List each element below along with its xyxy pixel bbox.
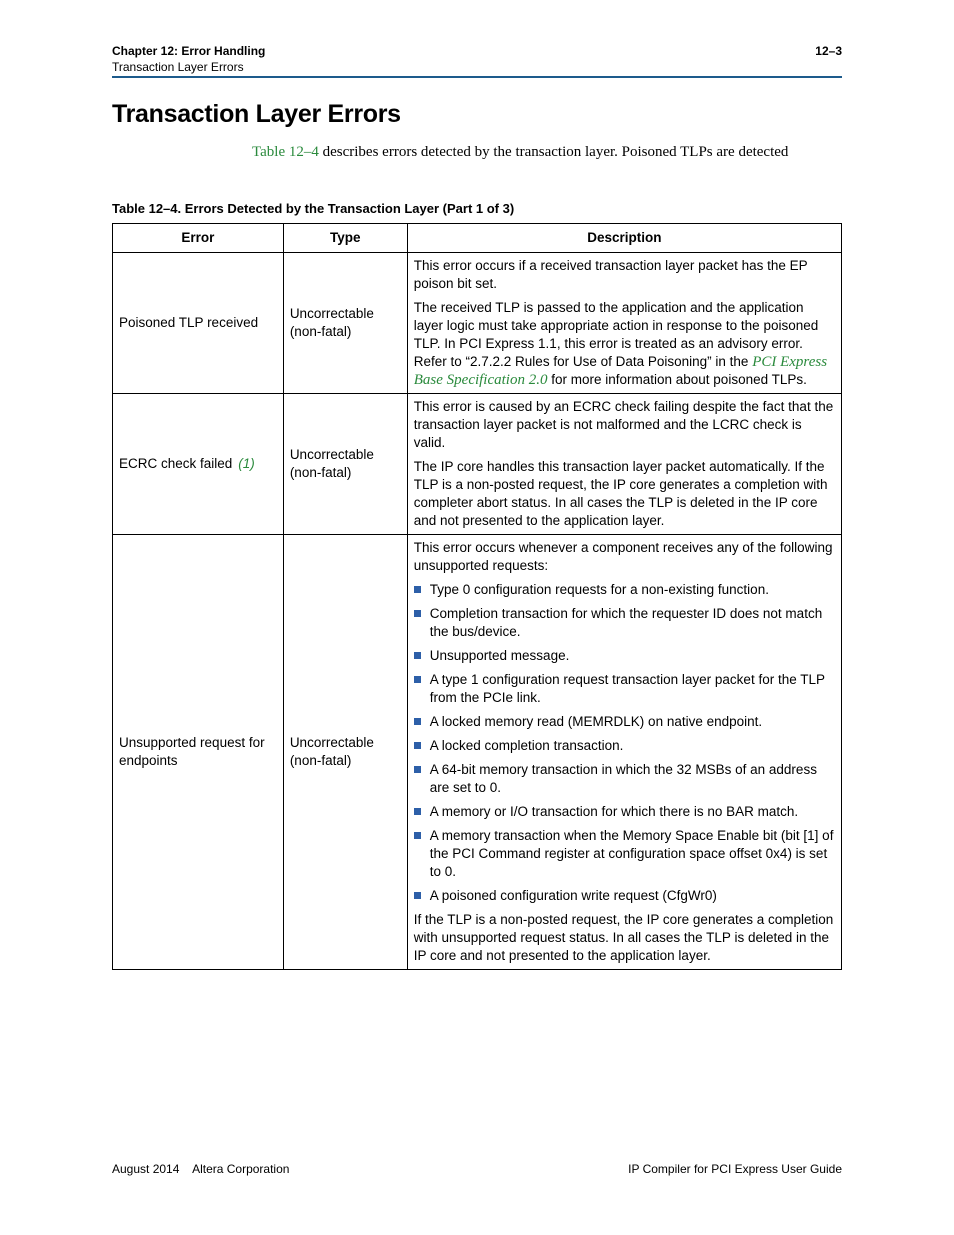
bullet-list [414,581,835,905]
square-bullet-icon [414,892,421,899]
table-header-row [113,224,842,253]
type-cell [283,253,407,394]
footer-guide-title: IP Compiler for PCI Express User Guide [628,1162,842,1176]
intro-paragraph [252,143,822,162]
square-bullet-icon [414,652,421,659]
type-line: (non-fatal) [289,324,352,339]
list-item-text: A 64-bit memory transaction in which the 32 MSBs of an address are set to 0. [429,762,817,795]
note-reference[interactable]: (1) [238,456,255,471]
header-page-number: 12–3 [815,44,842,58]
description-paragraph: This error occurs whenever a component receives any of the following unsupported requests: [413,540,833,573]
square-bullet-icon [414,676,421,683]
errors-table [112,223,842,970]
list-item-text: Type 0 configuration requests for a non-existing function. [429,582,769,597]
header-section: Transaction Layer Errors [112,60,244,74]
list-item-text: A memory or I/O transaction for which there is no BAR match. [429,804,799,819]
list-item-text: A poisoned configuration write request (CfgWr0) [429,888,717,903]
error-cell: Unsupported request for endpoints [113,535,284,970]
list-item [414,827,835,881]
list-item [414,647,835,665]
description-cell [407,535,841,970]
list-item-text: A locked completion transaction. [429,738,624,753]
type-line: Uncorrectable [289,306,374,321]
list-item-text: A locked memory read (MEMRDLK) on native endpoint. [429,714,763,729]
table-row [113,535,842,970]
list-item-text: A type 1 configuration request transaction layer packet for the TLP from the PCIe link. [429,672,825,705]
column-header-type: Type [283,224,407,253]
type-line: (non-fatal) [289,465,352,480]
intro-text: describes errors detected by the transaction layer. Poisoned TLPs are detected [318,144,789,160]
type-cell [283,535,407,970]
list-item-text: A memory transaction when the Memory Space Enable bit (bit [1] of the PCI Command register at configuration space offset 0x4) is set to 0. [429,828,834,879]
error-cell: Poisoned TLP received [113,253,284,394]
table-row [113,394,842,535]
error-cell [113,394,284,535]
description-paragraph: This error occurs if a received transaction layer packet has the EP poison bit set. [413,258,808,291]
page-title: Transaction Layer Errors [112,100,401,128]
type-line: Uncorrectable [289,735,374,750]
header-chapter: Chapter 12: Error Handling [112,44,266,58]
table-caption: Table 12–4. Errors Detected by the Transaction Layer (Part 1 of 3) [112,201,515,216]
error-text: ECRC check failed [119,456,233,471]
type-cell [283,394,407,535]
description-text: for more information about poisoned TLPs. [547,372,807,387]
list-item [414,737,835,755]
list-item-text: Unsupported message. [429,648,570,663]
spec-link[interactable]: PCI Express Base Specification 2.0 [413,354,828,388]
header-rule [112,76,842,78]
type-line: (non-fatal) [289,753,352,768]
column-header-error: Error [113,224,284,253]
list-item [414,713,835,731]
square-bullet-icon [414,610,421,617]
description-paragraph: The IP core handles this transaction layer packet automatically. If the TLP is a non-posted request, the IP core generates a completion with completer abort status. In all cases the TLP is deleted in the IP core and not presented to the application layer. [413,459,828,528]
list-item-text: Completion transaction for which the requester ID does not match the bus/device. [429,606,823,639]
list-item [414,761,835,797]
table-link[interactable]: Table 12–4 [252,144,319,160]
list-item [414,581,835,599]
square-bullet-icon [414,832,421,839]
footer-date-company: August 2014 Altera Corporation [112,1162,290,1176]
square-bullet-icon [414,718,421,725]
list-item [414,803,835,821]
description-cell [407,394,841,535]
square-bullet-icon [414,766,421,773]
list-item [414,671,835,707]
square-bullet-icon [414,808,421,815]
description-paragraph [414,299,835,389]
description-cell [407,253,841,394]
table-row [113,253,842,394]
list-item [414,605,835,641]
square-bullet-icon [414,742,421,749]
running-header [112,43,265,75]
description-text: The received TLP is passed to the application and the application layer logic must take appropriate action in response to the poisoned TLP. In PCI Express 1.1, this error is treated as an advisory error. Refer to “2.7.2.2 Rules for Use of Data Poisoning” in the [413,300,819,369]
square-bullet-icon [414,586,421,593]
column-header-description: Description [407,224,841,253]
list-item [414,887,835,905]
description-paragraph: If the TLP is a non-posted request, the IP core generates a completion with unsupported request status. In all cases the TLP is deleted in the IP core and not presented to the application layer. [413,912,834,963]
description-paragraph: This error is caused by an ECRC check failing despite the fact that the transaction layer packet is not malformed and the LCRC check is valid. [413,399,834,450]
type-line: Uncorrectable [289,447,374,462]
